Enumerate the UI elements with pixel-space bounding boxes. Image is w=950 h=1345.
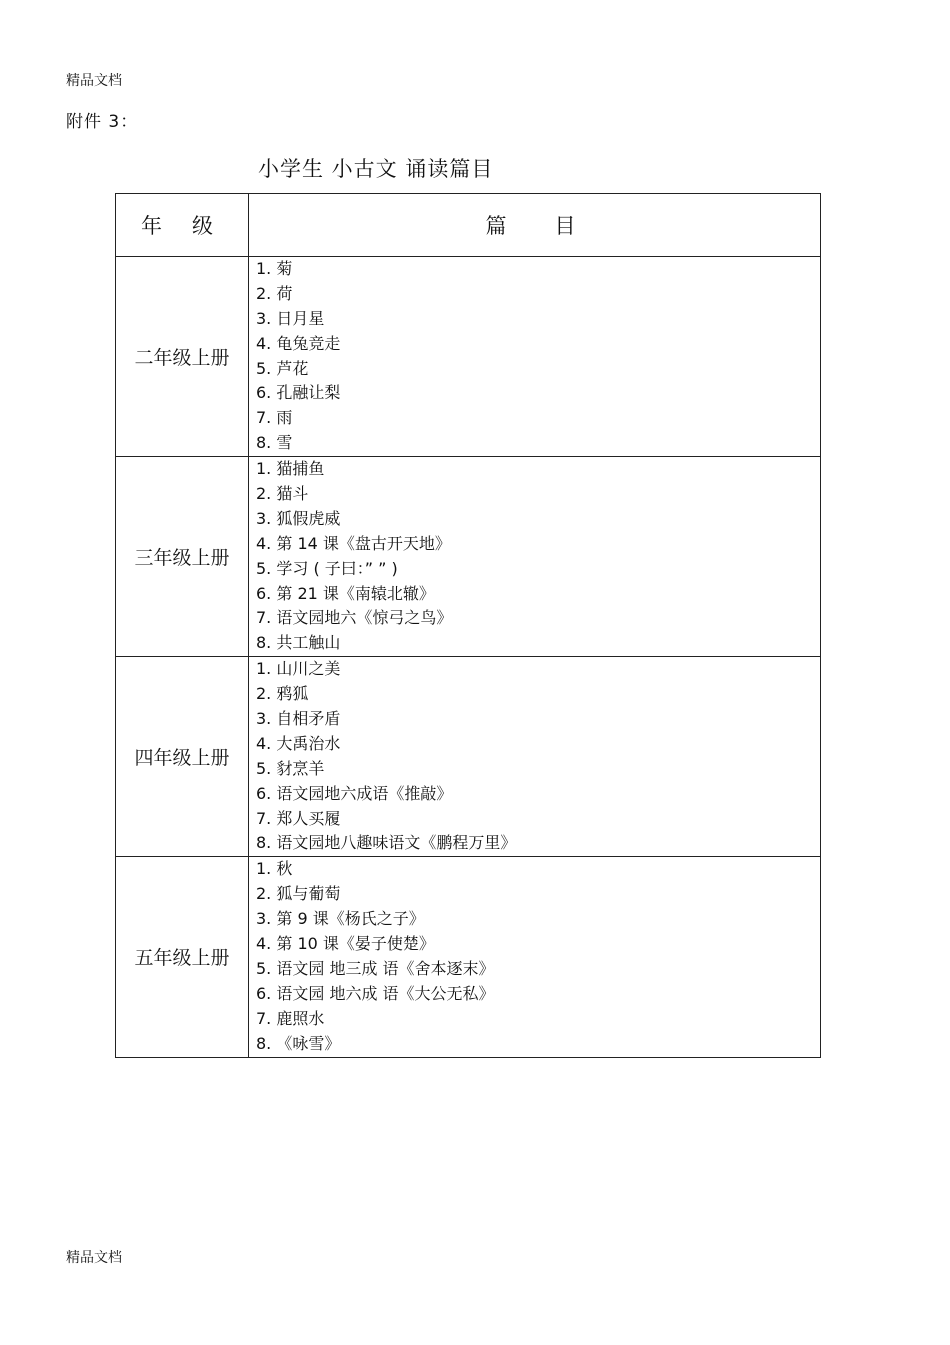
watermark-top: 精品文档 xyxy=(66,73,122,89)
reading-items-list xyxy=(256,257,820,456)
header-titles: 篇目 xyxy=(249,194,821,257)
list-item: 4. 大禹治水 xyxy=(256,733,341,753)
list-item: 1. 秋 xyxy=(256,859,293,879)
list-item: 1. 山川之美 xyxy=(256,659,341,679)
list-item: 8. 《咏雪》 xyxy=(256,1033,341,1053)
list-item: 6. 第 21 课《南辕北辙》 xyxy=(256,583,435,603)
list-item: 6. 语文园地六成语《推敲》 xyxy=(256,783,453,803)
grade-cell: 三年级上册 xyxy=(116,457,249,657)
list-item: 5. 豺烹羊 xyxy=(256,758,325,778)
reading-items-list xyxy=(256,857,820,1056)
items-cell xyxy=(249,457,821,657)
list-item: 7. 语文园地六《惊弓之鸟》 xyxy=(256,608,453,628)
page-title: 小学生 小古文 诵读篇目 xyxy=(258,157,494,181)
grade-cell: 二年级上册 xyxy=(116,257,249,457)
grade-cell: 五年级上册 xyxy=(116,857,249,1057)
reading-list-table xyxy=(115,193,821,1058)
items-cell xyxy=(249,257,821,457)
header-grade: 年级 xyxy=(116,194,249,257)
reading-items-list xyxy=(256,657,820,856)
list-item: 8. 共工触山 xyxy=(256,633,341,653)
table-row xyxy=(116,657,821,857)
reading-items-list xyxy=(256,457,820,656)
list-item: 7. 鹿照水 xyxy=(256,1008,325,1028)
list-item: 7. 郑人买履 xyxy=(256,808,341,828)
list-item: 3. 日月星 xyxy=(256,308,325,328)
list-item: 2. 荷 xyxy=(256,283,293,303)
table-row xyxy=(116,457,821,657)
attachment-label: 附件 3： xyxy=(66,112,139,132)
list-item: 2. 鸦狐 xyxy=(256,684,309,704)
list-item: 5. 语文园 地三成 语《舍本逐末》 xyxy=(256,958,495,978)
table-row xyxy=(116,857,821,1057)
list-item: 1. 猫捕鱼 xyxy=(256,459,325,479)
table-header-row xyxy=(116,194,821,257)
list-item: 6. 孔融让梨 xyxy=(256,383,341,403)
grade-cell: 四年级上册 xyxy=(116,657,249,857)
list-item: 3. 自相矛盾 xyxy=(256,709,341,729)
list-item: 3. 第 9 课《杨氏之子》 xyxy=(256,909,425,929)
list-item: 6. 语文园 地六成 语《大公无私》 xyxy=(256,983,495,1003)
items-cell xyxy=(249,657,821,857)
watermark-bottom: 精品文档 xyxy=(66,1250,122,1266)
list-item: 5. 芦花 xyxy=(256,358,309,378)
list-item: 4. 第 14 课《盘古开天地》 xyxy=(256,533,451,553)
table-row xyxy=(116,257,821,457)
list-item: 1. 菊 xyxy=(256,259,293,278)
list-item: 7. 雨 xyxy=(256,408,293,428)
list-item: 2. 狐与葡萄 xyxy=(256,884,341,904)
list-item: 8. 雪 xyxy=(256,433,293,453)
list-item: 3. 狐假虎威 xyxy=(256,508,341,528)
list-item: 5. 学习 ( 子曰：” ” ) xyxy=(256,558,398,578)
list-item: 4. 第 10 课《晏子使楚》 xyxy=(256,934,435,954)
list-item: 2. 猫斗 xyxy=(256,484,309,504)
list-item: 4. 龟兔竞走 xyxy=(256,333,341,353)
list-item: 8. 语文园地八趣味语文《鹏程万里》 xyxy=(256,833,517,853)
items-cell xyxy=(249,857,821,1057)
